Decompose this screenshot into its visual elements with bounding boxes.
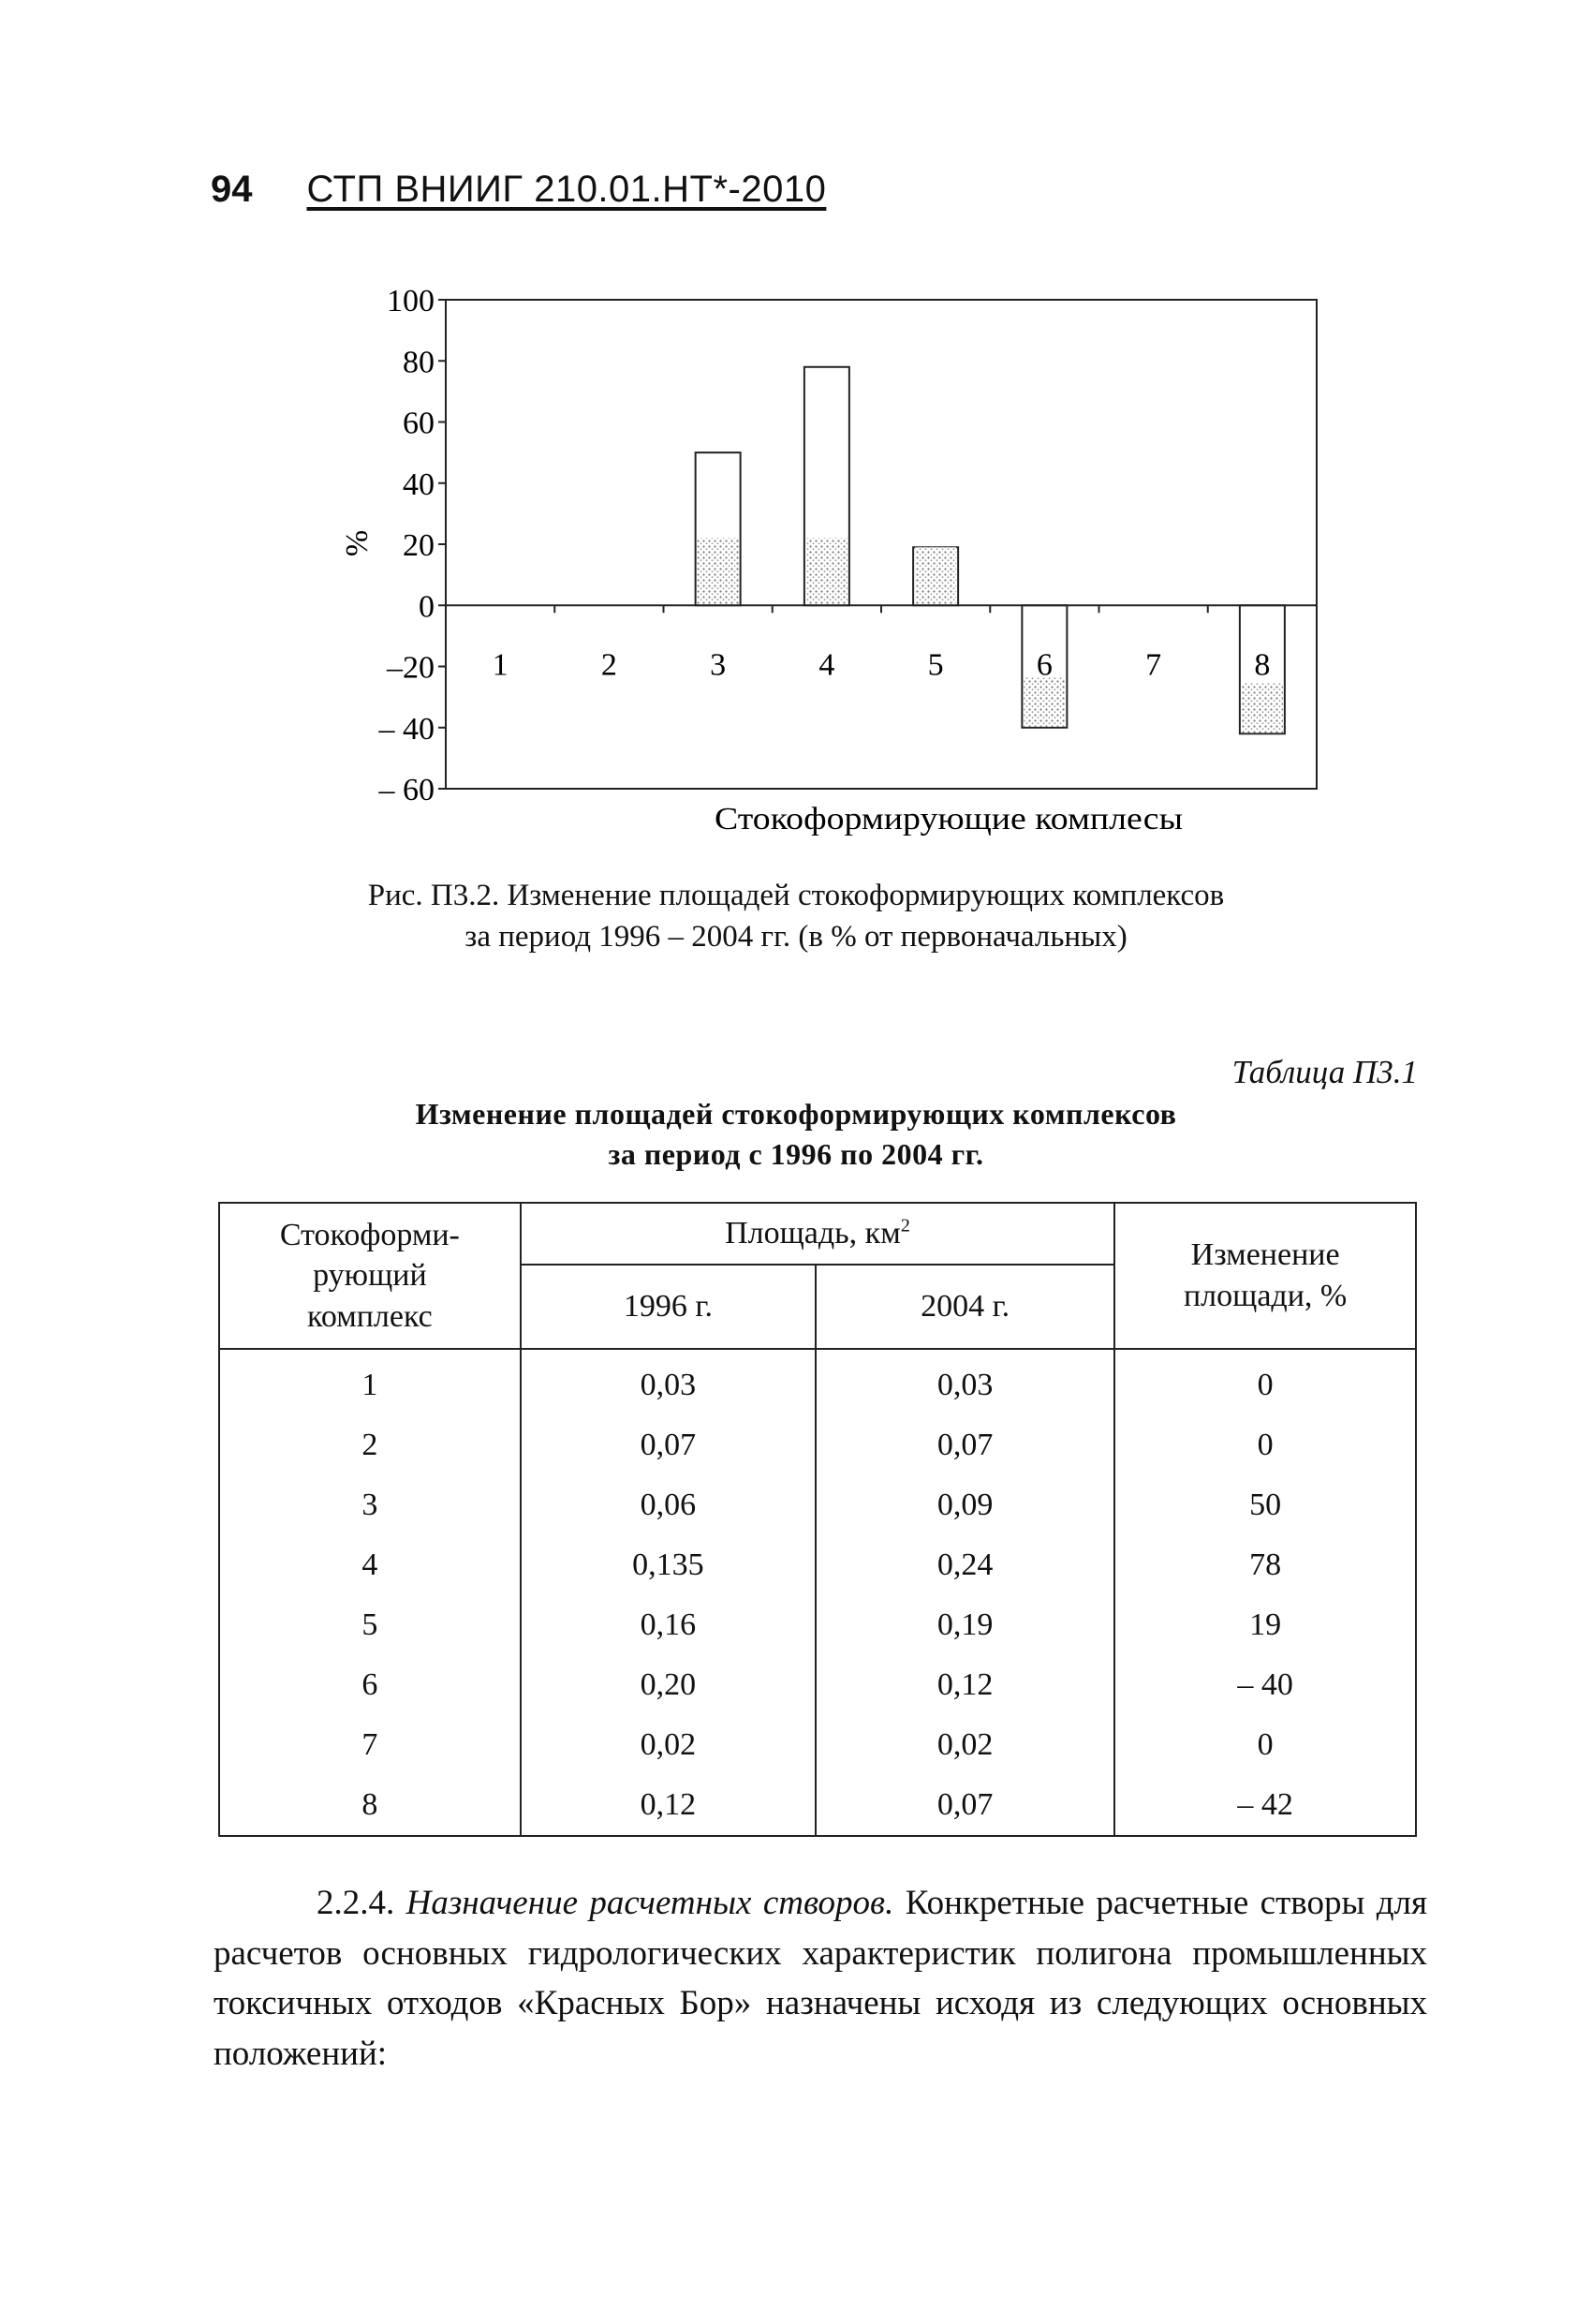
paragraph-heading: Назначение расчетных створов. xyxy=(405,1884,894,1922)
y-tick-label: –20 xyxy=(387,650,435,686)
category-label: 7 xyxy=(1145,647,1162,683)
cell-area-1996: 0,07 xyxy=(521,1415,816,1475)
bars xyxy=(554,367,1285,734)
header-area xyxy=(521,1203,1114,1265)
table-row xyxy=(219,1655,1416,1715)
y-axis xyxy=(378,284,447,807)
category-labels xyxy=(493,647,1271,682)
cell-area-1996: 0,16 xyxy=(521,1595,816,1655)
cell-change: 0 xyxy=(1114,1349,1416,1415)
area-table xyxy=(218,1202,1417,1837)
cell-area-2004: 0,19 xyxy=(816,1595,1114,1655)
paragraph-text: Конкретные расчетные створы для расчетов основных гидрологических характеристик полигона промышленных токсичных отходов «Красных Бор» назначены исходя из следующих основных положений: xyxy=(214,1884,1428,2073)
y-tick-label: 0 xyxy=(419,589,435,625)
bar-3 xyxy=(696,452,741,605)
cell-complex: 5 xyxy=(219,1595,521,1655)
bar-shading xyxy=(1242,683,1283,733)
bar-5 xyxy=(913,547,958,605)
y-tick-label: 60 xyxy=(403,406,435,441)
plot-frame xyxy=(446,300,1317,789)
cell-change: – 40 xyxy=(1114,1655,1416,1715)
document-code: СТП ВНИИГ 210.01.НТ*-2010 xyxy=(306,169,827,210)
table-body xyxy=(219,1349,1416,1836)
y-tick-label: – 60 xyxy=(378,773,435,807)
page-number: 94 xyxy=(211,169,253,210)
category-label: 2 xyxy=(600,647,617,683)
bar-shading xyxy=(915,547,956,604)
cell-complex: 6 xyxy=(219,1655,521,1715)
cell-area-2004: 0,24 xyxy=(816,1535,1114,1595)
category-label: 6 xyxy=(1036,647,1053,683)
category-label: 1 xyxy=(492,647,509,683)
cell-area-1996: 0,03 xyxy=(521,1349,816,1415)
area-change-chart xyxy=(0,0,1592,937)
bar-shading xyxy=(806,538,848,604)
paragraph-2-2-4 xyxy=(214,1878,1427,2080)
cell-area-1996: 0,20 xyxy=(521,1655,816,1715)
cell-change: – 42 xyxy=(1114,1775,1416,1836)
table-row xyxy=(219,1595,1416,1655)
header-year-1996: 1996 г. xyxy=(521,1265,816,1349)
bar-shading xyxy=(698,538,739,604)
cell-change: 0 xyxy=(1114,1415,1416,1475)
cell-change: 0 xyxy=(1114,1715,1416,1775)
cell-area-1996: 0,02 xyxy=(521,1715,816,1775)
cell-area-2004: 0,02 xyxy=(816,1715,1114,1775)
cell-complex: 7 xyxy=(219,1715,521,1775)
table-label: Таблица П3.1 xyxy=(1231,1054,1418,1090)
header-complex: Стокоформи-рующий комплекс xyxy=(219,1203,521,1349)
table-row xyxy=(219,1535,1416,1595)
y-tick-label: – 40 xyxy=(378,711,435,747)
cell-area-2004: 0,03 xyxy=(816,1349,1114,1415)
cell-area-2004: 0,12 xyxy=(816,1655,1114,1715)
table-row xyxy=(219,1715,1416,1775)
header-area-label: Площадь, км xyxy=(725,1216,901,1251)
cell-complex: 8 xyxy=(219,1775,521,1836)
bar-4 xyxy=(804,367,849,605)
category-label: 8 xyxy=(1254,647,1271,683)
cell-area-1996: 0,135 xyxy=(521,1535,816,1595)
y-tick-label: 40 xyxy=(403,466,435,502)
x-axis-title: Стокоформирующие комплесы xyxy=(715,802,1184,836)
paragraph-number: 2.2.4. xyxy=(317,1884,395,1922)
category-label: 5 xyxy=(927,647,944,683)
category-label: 3 xyxy=(710,647,727,683)
table-row xyxy=(219,1475,1416,1535)
category-label: 4 xyxy=(818,647,835,683)
figure-caption-line-2: за период 1996 – 2004 гг. (в % от первоначальных) xyxy=(464,919,1128,954)
header-year-2004: 2004 г. xyxy=(816,1265,1114,1349)
table-title-line-2: за период с 1996 по 2004 гг. xyxy=(608,1137,984,1172)
cell-complex: 1 xyxy=(219,1349,521,1415)
table-row xyxy=(219,1415,1416,1475)
cell-change: 50 xyxy=(1114,1475,1416,1535)
cell-complex: 4 xyxy=(219,1535,521,1595)
y-tick-label: 20 xyxy=(403,528,435,563)
cell-complex: 2 xyxy=(219,1415,521,1475)
y-tick-label: 100 xyxy=(387,284,435,318)
table-title-line-1: Изменение площадей стокоформирующих комплексов xyxy=(415,1097,1177,1131)
cell-area-2004: 0,07 xyxy=(816,1415,1114,1475)
bar-shading xyxy=(1024,677,1065,727)
cell-complex: 3 xyxy=(219,1475,521,1535)
cell-change: 19 xyxy=(1114,1595,1416,1655)
cell-area-1996: 0,06 xyxy=(521,1475,816,1535)
header-change: Изменение площади, % xyxy=(1114,1203,1416,1349)
header-area-sup: 2 xyxy=(900,1215,910,1236)
y-axis-title: % xyxy=(340,529,375,557)
figure-caption-line-1: Рис. П3.2. Изменение площадей стокоформирующих комплексов xyxy=(367,879,1225,912)
cell-area-1996: 0,12 xyxy=(521,1775,816,1836)
table-row xyxy=(219,1775,1416,1836)
y-tick-label: 80 xyxy=(403,345,435,380)
table-title xyxy=(281,1094,1311,1175)
cell-area-2004: 0,07 xyxy=(816,1775,1114,1836)
cell-change: 78 xyxy=(1114,1535,1416,1595)
figure-caption xyxy=(281,876,1311,957)
table-row xyxy=(219,1349,1416,1415)
cell-area-2004: 0,09 xyxy=(816,1475,1114,1535)
